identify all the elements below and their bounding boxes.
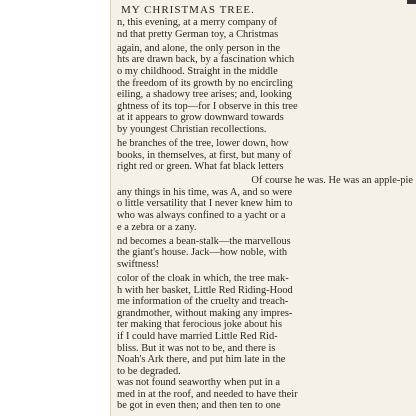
text-line: me information of the cruelty and treach-: [117, 296, 289, 308]
text-line: ghtness of its top—for I observe in this tree: [117, 100, 298, 112]
text-line: e a zebra or a zany.: [117, 221, 197, 233]
text-line: right red or green. What fat black letters: [117, 161, 284, 173]
text-line: Of course he was. He was an apple-pie: [251, 175, 413, 187]
text-line: the giant's house. Jack—how noble, with: [117, 247, 288, 259]
text-line: was not found seaworthy when put in a: [117, 377, 281, 389]
text-line: to be degraded.: [117, 365, 181, 377]
text-line: the freedom of its growth by no encircling: [117, 77, 293, 89]
text-line: he branches of the tree, lower down, how: [117, 137, 289, 149]
text-line: be got in even then; and then ten to one: [117, 400, 281, 412]
text-line: books, in themselves, at first, but many of: [117, 149, 292, 161]
text-line: h with her basket, Little Red Riding-Hood: [117, 284, 293, 296]
running-head: MY CHRISTMAS TREE.: [121, 4, 255, 16]
text-line: ter making that ferocious joke about his: [117, 319, 283, 331]
text-line: nd becomes a bean-stalk—the marvellous: [117, 235, 291, 247]
page-corner-mark: [407, 0, 416, 4]
text-line: by youngest Christian recollections.: [117, 123, 267, 135]
text-line: any things in his time, was A, and so were: [117, 186, 293, 198]
text-line: o little versatility that I never knew him to: [117, 198, 293, 210]
book-page: [110, 0, 416, 416]
text-line: swiftness!: [117, 258, 160, 270]
text-line: eiling, a shadowy tree arises; and, looking: [117, 89, 292, 100]
text-line: med in at the roof, and needed to have their: [117, 388, 298, 400]
text-line: again, and alone, the only person in the: [117, 42, 281, 54]
text-line: if I could have married Little Red Rid-: [117, 330, 278, 342]
text-line: color of the cloak in which, the tree mak-: [117, 272, 289, 284]
text-line: who was always confined to a yacht or a: [117, 210, 286, 221]
text-line: n, this evening, at a merry company of: [117, 17, 278, 28]
text-line: Noah's Ark there, and put him late in the: [117, 354, 286, 365]
text-line: hts are drawn back, by a fascination which: [117, 54, 295, 66]
text-line: nd that pretty German toy, a Christmas: [117, 28, 279, 40]
text-line: at it appears to grow downward towards: [117, 112, 284, 124]
text-line: o my childhood. Straight in the middle: [117, 65, 278, 77]
text-line: grandmother, without making any impres-: [117, 307, 293, 319]
text-line: bliss. But it was not to be, and there is: [117, 342, 276, 354]
